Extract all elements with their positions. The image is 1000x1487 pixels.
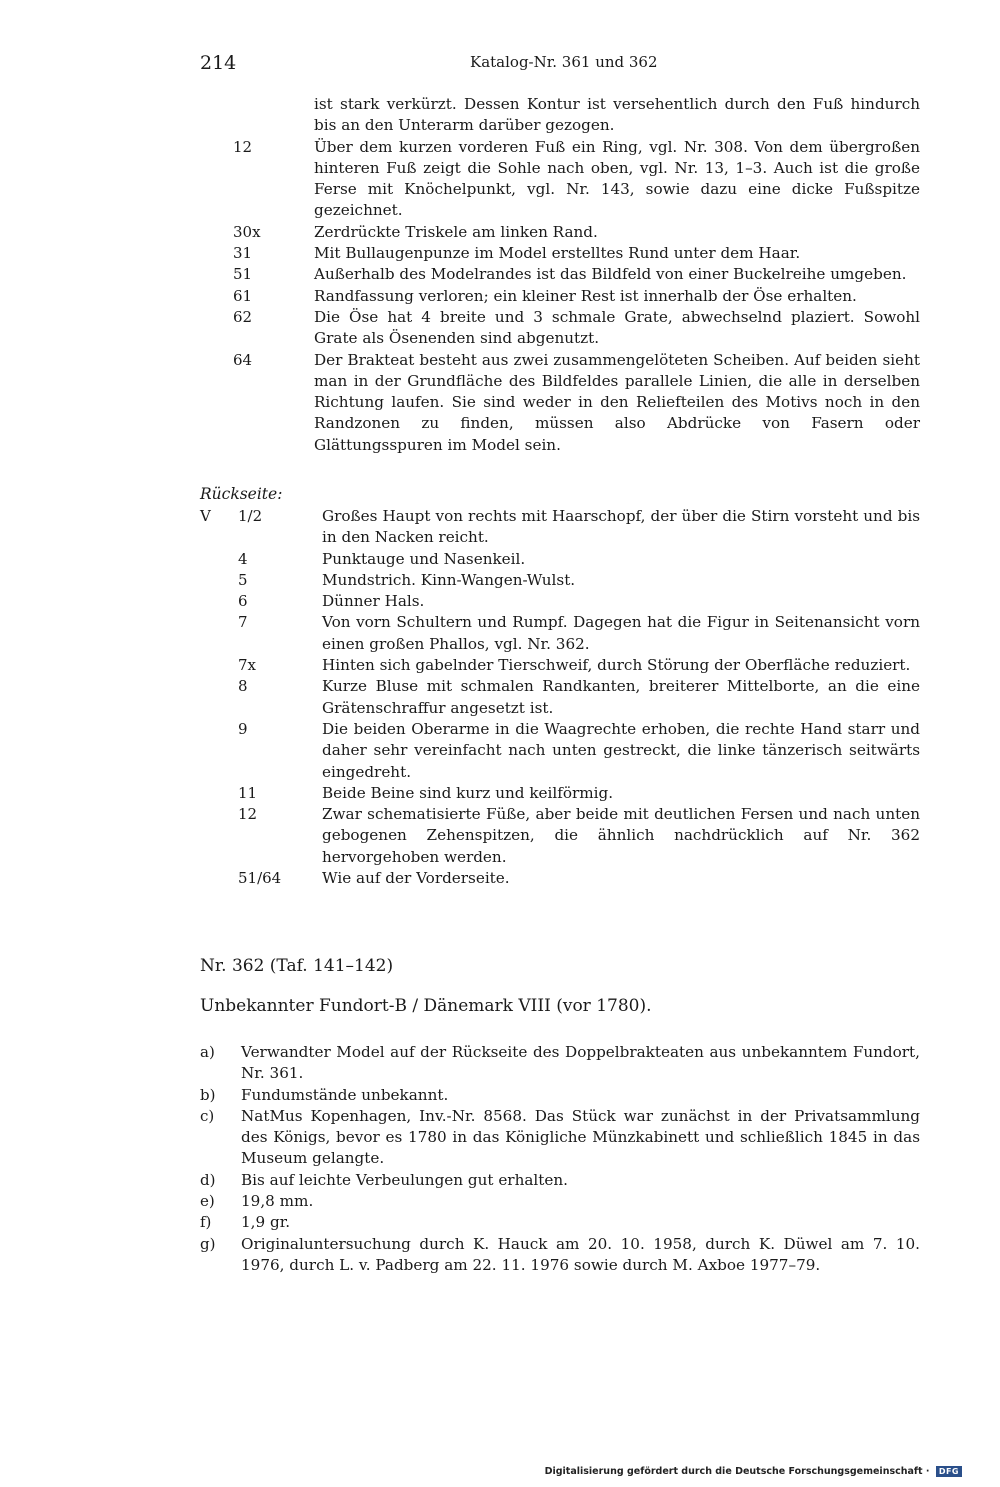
- entry-number: 6: [238, 592, 248, 611]
- list-item-letter: e): [200, 1192, 215, 1211]
- entry-number: 11: [238, 783, 258, 802]
- list-item-letter: b): [200, 1085, 216, 1104]
- entry: [200, 137, 920, 222]
- entry-text: Hinten sich gabelnder Tierschweif, durch Störung der Oberfläche reduziert.: [322, 656, 911, 675]
- entry-text: ist stark verkürzt. Dessen Kontur ist versehentlich durch den Fuß hindurch bis an den Unterarm darüber gezogen.: [314, 95, 920, 135]
- entry-number: 1/2: [238, 507, 263, 525]
- list-item: [200, 1042, 920, 1085]
- list-item-text: 1,9 gr.: [241, 1213, 291, 1232]
- list-item-letter: c): [200, 1106, 215, 1125]
- entry-text: Randfassung verloren; ein kleiner Rest ist innerhalb der Öse erhalten.: [314, 286, 857, 305]
- entry-number: 12: [233, 137, 253, 156]
- list-item: [200, 1085, 920, 1106]
- entry-number: 30x: [233, 222, 261, 241]
- dfg-logo-icon: DFG: [936, 1466, 962, 1477]
- catalog-info-list: [200, 1042, 920, 1276]
- running-head: Katalog-Nr. 361 und 362: [470, 53, 658, 71]
- catalog-heading: Nr. 362 (Taf. 141–142): [200, 956, 394, 976]
- list-item: [200, 1106, 920, 1170]
- entry: [200, 719, 920, 783]
- entry: [200, 591, 920, 612]
- entry: [200, 612, 920, 655]
- entry-text: Wie auf der Vorderseite.: [322, 869, 510, 888]
- entry-text: Zerdrückte Triskele am linken Rand.: [314, 222, 598, 241]
- list-item-text: NatMus Kopenhagen, Inv.-Nr. 8568. Das Stück war zunächst in der Privatsammlung des Königs, bevor es 1780 in das Königliche Münzkabinett und schließlich 1845 in das Museum gelangte.: [241, 1106, 920, 1168]
- back-entries: [200, 506, 920, 889]
- entry: [200, 94, 920, 137]
- list-item-letter: f): [200, 1213, 212, 1232]
- entry-text: Außerhalb des Modelrandes ist das Bildfeld von einer Buckelreihe umgeben.: [314, 265, 907, 284]
- list-item-letter: d): [200, 1170, 216, 1189]
- entry-number: 7: [238, 613, 248, 632]
- list-item-text: Originaluntersuchung durch K. Hauck am 20. 10. 1958, durch K. Düwel am 7. 10. 1976, durch L. v. Padberg am 22. 11. 1976 sowie durch M. Axboe 1977–79.: [241, 1234, 920, 1274]
- entry: [200, 570, 920, 591]
- entry-text: Über dem kurzen vorderen Fuß ein Ring, vgl. Nr. 308. Von dem übergroßen hinteren Fuß zeigt die Sohle nach oben, vgl. Nr. 13, 1–3. Auch ist die große Ferse mit Knöchelpunkt, vgl. Nr. 143, sowie dazu eine dicke Fußspitze gezeichnet.: [314, 137, 920, 220]
- entry-text: Großes Haupt von rechts mit Haarschopf, der über die Stirn vorsteht und bis in den Nacken reicht.: [322, 507, 920, 547]
- entry: [200, 222, 920, 243]
- entry: [200, 350, 920, 456]
- entry-number: 7x: [238, 656, 257, 675]
- entry: [200, 868, 920, 889]
- entry-mark: V: [200, 507, 211, 525]
- page-number: 214: [200, 52, 237, 74]
- entry-text: Der Brakteat besteht aus zwei zusammengelöteten Scheiben. Auf beiden sieht man in der Grundfläche des Bildfeldes parallele Linien, die alle in derselben Richtung laufen. Sie sind weder in den Reliefteilen des Motivs noch in den Randzonen zu finden, müssen also Abdrücke von Fasern oder Glättungsspuren im Model sein.: [314, 350, 920, 454]
- entry: [200, 264, 920, 285]
- entry-number: 51: [233, 265, 253, 284]
- entry-number: 9: [238, 719, 248, 738]
- entry-number: 64: [233, 350, 253, 369]
- entry-text: Kurze Bluse mit schmalen Randkanten, breiterer Mittelborte, an die eine Grätenschraffur angesetzt ist.: [322, 677, 920, 717]
- entry-number: 51/64: [238, 869, 282, 888]
- entry: [200, 307, 920, 350]
- entry-text: Die beiden Oberarme in die Waagrechte erhoben, die rechte Hand starr und daher sehr vereinfacht nach unten gestreckt, die linke tänzerisch seitwärts eingedreht.: [322, 719, 920, 781]
- entry: [200, 804, 920, 868]
- list-item-letter: g): [200, 1234, 216, 1253]
- entry-number: 5: [238, 570, 248, 589]
- entry: [200, 286, 920, 307]
- list-item-text: Bis auf leichte Verbeulungen gut erhalten.: [241, 1170, 568, 1189]
- back-section-label: Rückseite:: [200, 485, 283, 503]
- list-item: [200, 1234, 920, 1277]
- entry: [200, 655, 920, 676]
- entry: [200, 506, 920, 549]
- list-item-text: 19,8 mm.: [241, 1192, 314, 1211]
- entry: [200, 676, 920, 719]
- entry-text: Punktauge und Nasenkeil.: [322, 549, 526, 568]
- list-item: [200, 1191, 920, 1212]
- entry-number: 4: [238, 549, 248, 568]
- entry-text: Zwar schematisierte Füße, aber beide mit deutlichen Fersen und nach unten gebogenen Zehenspitzen, die ähnlich nachdrücklich auf Nr. 362 hervorgehoben werden.: [322, 805, 920, 866]
- entry-text: Von vorn Schultern und Rumpf. Dagegen hat die Figur in Seitenansicht vorn einen großen Phallos, vgl. Nr. 362.: [322, 613, 920, 653]
- entry: [200, 783, 920, 804]
- list-item: [200, 1212, 920, 1233]
- entry-text: Die Öse hat 4 breite und 3 schmale Grate, abwechselnd plaziert. Sowohl Grate als Ösenenden sind abgenutzt.: [314, 307, 920, 348]
- entry-text: Beide Beine sind kurz und keilförmig.: [322, 783, 614, 802]
- entry-text: Mit Bullaugenpunze im Model erstelltes Rund unter dem Haar.: [314, 244, 801, 263]
- entry-text: Dünner Hals.: [322, 592, 425, 611]
- list-item-text: Verwandter Model auf der Rückseite des Doppelbrakteaten aus unbekanntem Fundort, Nr. 361.: [241, 1043, 920, 1083]
- entry: [200, 243, 920, 264]
- footer-credit-text: Digitalisierung gefördert durch die Deutsche Forschungsgemeinschaft ·: [544, 1466, 930, 1477]
- entry-number: 61: [233, 286, 253, 305]
- front-entries: [200, 94, 920, 456]
- entry-number: 8: [238, 677, 248, 696]
- entry: [200, 549, 920, 570]
- entry-number: 12: [238, 805, 258, 824]
- list-item: [200, 1170, 920, 1191]
- footer-credit: [545, 1466, 962, 1477]
- list-item-text: Fundumstände unbekannt.: [241, 1085, 449, 1104]
- entry-text: Mundstrich. Kinn-Wangen-Wulst.: [322, 570, 576, 589]
- entry-number: 62: [233, 307, 253, 326]
- entry-number: 31: [233, 244, 253, 263]
- catalog-subheading: Unbekannter Fundort-B / Dänemark VIII (vor 1780).: [200, 996, 652, 1016]
- list-item-letter: a): [200, 1043, 215, 1061]
